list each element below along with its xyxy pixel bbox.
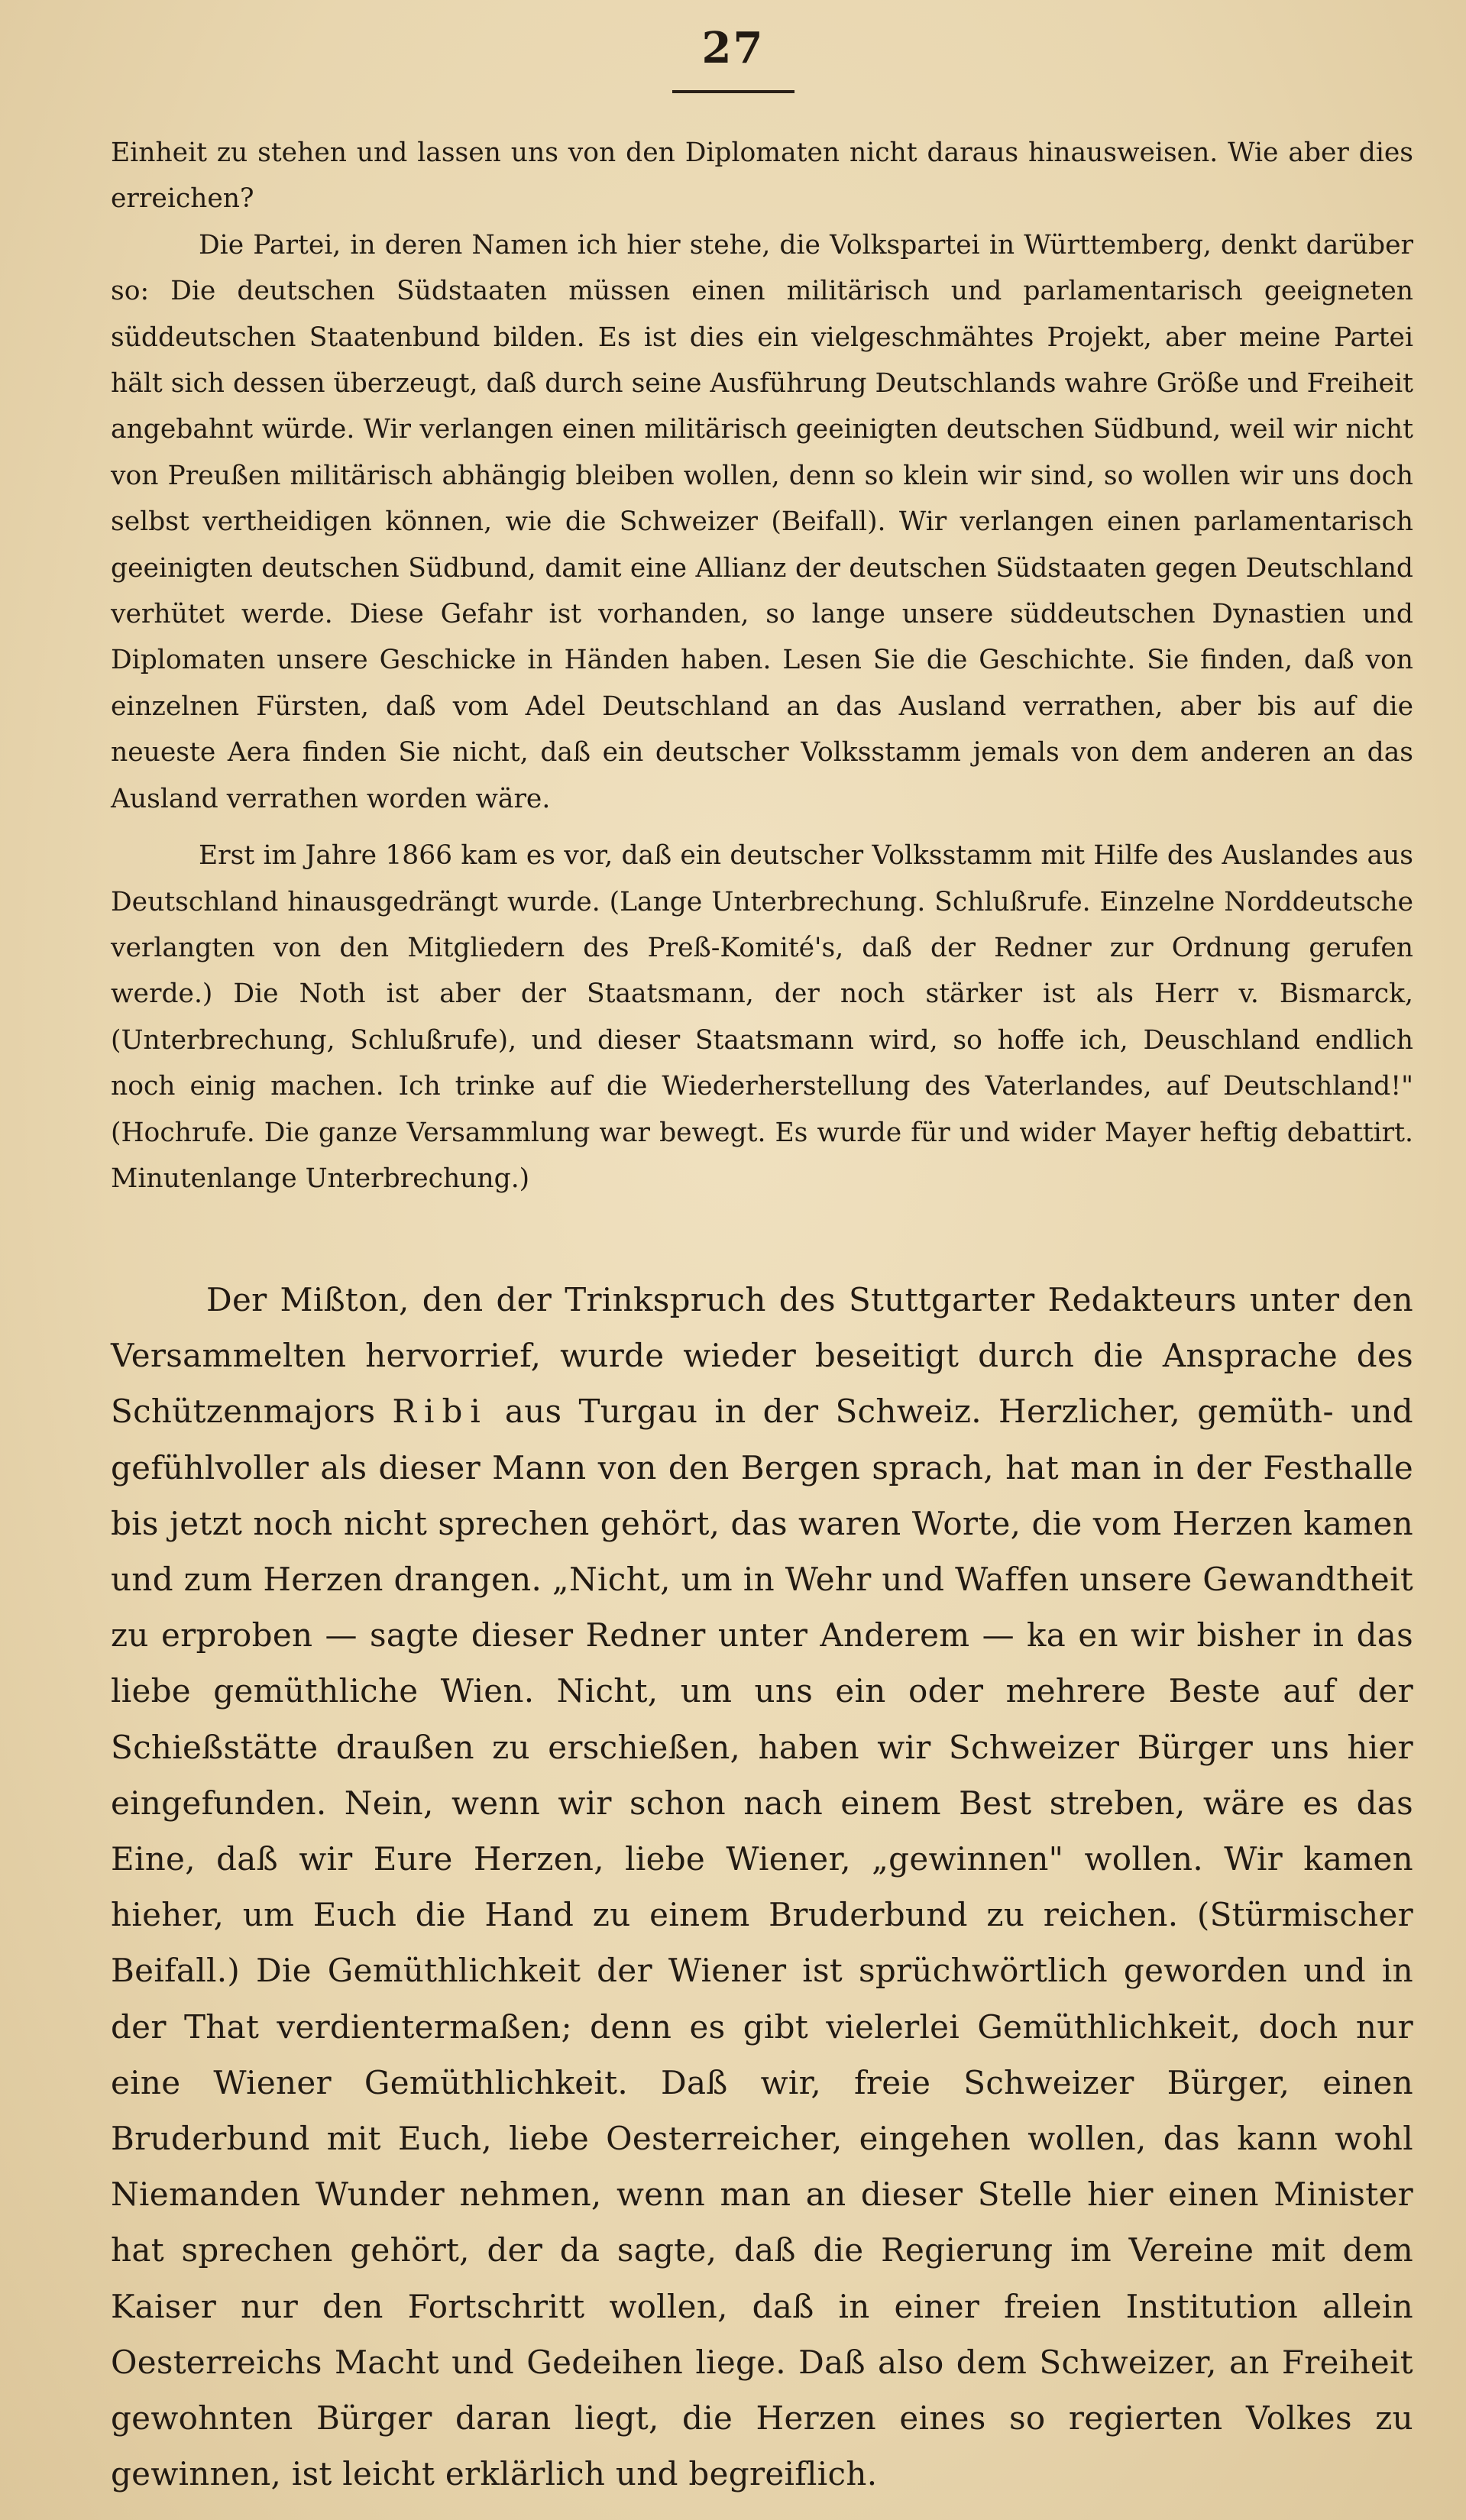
- quoted-speech-section: [111, 130, 1413, 1202]
- report-text-part-1: Der Mißton, den der Trinkspruch des Stuttgarter Redakteurs unter den Versammelten hervorrief, wurde wieder beseitigt durch die Ansprache des Schützenmajors: [111, 1281, 1413, 1431]
- page-number-underline: [672, 90, 794, 93]
- report-text-part-2: aus Turgau in der Schweiz. Herzlicher, gemüth- und gefühlvoller als dieser Mann von den Bergen sprach, hat man in der Festhalle bis jetzt noch nicht sprechen gehört, das waren Worte, die vom Herzen kamen und zum Herzen drangen. „Nicht, um in Wehr und Waffen unsere Gewandtheit zu erproben — sagte dieser Redner unter Anderem — ka en wir bisher in das liebe gemüthliche Wien. Nicht, um uns ein oder mehrere Beste auf der Schießstätte draußen zu erschießen, haben wir Schweizer Bürger uns hier eingefunden. Nein, wenn wir schon nach einem Best streben, wäre es das Eine, daß wir Eure Herzen, liebe Wiener, „gewinnen" wollen. Wir kamen hieher, um Euch die Hand zu einem Bruderbund zu reichen. (Stürmischer Beifall.) Die Gemüthlichkeit der Wiener ist sprüchwörtlich geworden und in der That verdientermaßen; denn es gibt vielerlei Gemüthlichkeit, doch nur eine Wiener Gemüthlichkeit. Daß wir, freie Schweizer Bürger, einen Bruderbund mit Euch, liebe Oesterreicher, eingehen wollen, das kann wohl Niemanden Wunder nehmen, wenn man an dieser Stelle hier einen Minister hat sprechen gehört, der da sagte, daß die Regierung im Vereine mit dem Kaiser nur den Fortschritt wollen, daß in einer freien Institution allein Oesterreichs Macht und Gedeihen liege. Daß also dem Schweizer, an Freiheit gewohnten Bürger daran liegt, die Herzen eines so regierten Volkes zu gewinnen, ist leicht erklärlich und begreiflich.: [111, 1393, 1413, 2493]
- report-section: [111, 1272, 1413, 2502]
- page-number: 27: [701, 23, 765, 73]
- report-paragraph: [111, 1272, 1413, 2502]
- speech-paragraph-3: Erst im Jahre 1866 kam es vor, daß ein deutscher Volksstamm mit Hilfe des Auslandes aus Deutschland hinausgedrängt wurde. (Lange Unterbrechung. Schlußrufe. Einzelne Norddeutsche verlangten von den Mitgliedern des Preß-Komité's, daß der Redner zur Ordnung gerufen werde.) Die Noth ist aber der Staatsmann, der noch stärker ist als Herr v. Bismarck, (Unterbrechung, Schlußrufe), und dieser Staatsmann wird, so hoffe ich, Deuschland endlich noch einig machen. Ich trinke auf die Wiederherstellung des Vaterlandes, auf Deutschland!" (Hochrufe. Die ganze Versammlung war bewegt. Es wurde für und wider Mayer heftig debattirt. Minutenlange Unterbrechung.): [111, 840, 1413, 1194]
- speaker-name: Ribi: [392, 1393, 488, 1431]
- speech-paragraph-1: Einheit zu stehen und lassen uns von den Diplomaten nicht daraus hinausweisen. Wie aber dies erreichen?: [111, 137, 1413, 215]
- speech-paragraph-2: Die Partei, in deren Namen ich hier stehe, die Volkspartei in Württemberg, denkt darüber so: Die deutschen Südstaaten müssen einen militärisch und parlamentarisch geeigneten süddeutschen Staatenbund bilden. Es ist dies ein vielgeschmähtes Projekt, aber meine Partei hält sich dessen überzeugt, daß durch seine Ausführung Deutschlands wahre Größe und Freiheit angebahnt würde. Wir verlangen einen militärisch geeinigten deutschen Südbund, weil wir nicht von Preußen militärisch abhängig bleiben wollen, denn so klein wir sind, so wollen wir uns doch selbst vertheidigen können, wie die Schweizer (Beifall). Wir verlangen einen parlamentarisch geeinigten deutschen Südbund, damit eine Allianz der deutschen Südstaaten gegen Deutschland verhütet werde. Diese Gefahr ist vorhanden, so lange unsere süddeutschen Dynastien und Diplomaten unsere Geschicke in Händen haben. Lesen Sie die Geschichte. Sie finden, daß von einzelnen Fürsten, daß vom Adel Deutschland an das Ausland verrathen, aber bis auf die neueste Aera finden Sie nicht, daß ein deutscher Volksstamm jemals von dem anderen an das Ausland verrathen worden wäre.: [111, 229, 1413, 814]
